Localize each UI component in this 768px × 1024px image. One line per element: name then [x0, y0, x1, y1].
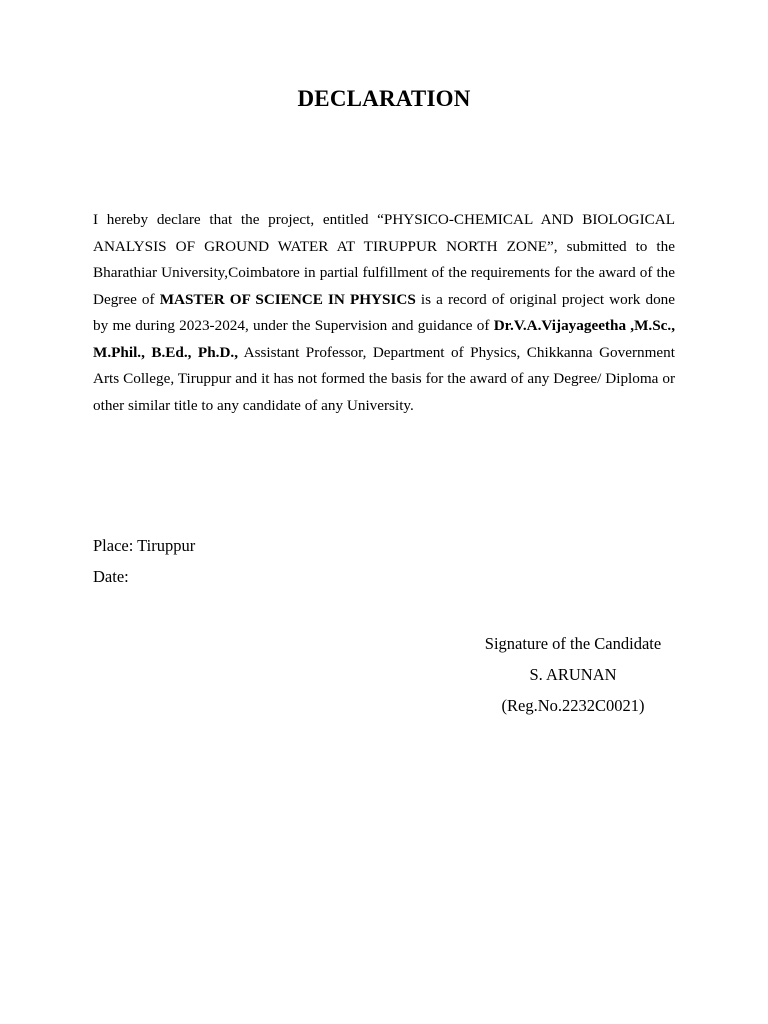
- candidate-name: S. ARUNAN: [529, 665, 617, 684]
- signature-block: [460, 628, 686, 721]
- date-line: Date:: [93, 567, 129, 586]
- degree-name: MASTER OF SCIENCE IN PHYSICS: [159, 290, 416, 308]
- declaration-text-part-1: I hereby declare that the project, entitled “PHYSICO-CHEMICAL AND BIOLOGICAL ANALYSIS OF GROUND WATER AT TIRUPPUR NORTH ZONE”, submitted to the Bharathiar University,Coimbatore in partial fulfillment of the requirements for the award of the Degree of: [93, 211, 675, 308]
- registration-number: (Reg.No.2232C0021): [501, 696, 645, 715]
- signature-label: Signature of the Candidate: [484, 634, 662, 653]
- declaration-text-part-2: is a record of original project work done by me during 2023-2024, under the Supervision and guidance of: [93, 290, 675, 334]
- guide-name: Dr.V.A.Vijayageetha ,M.Sc., M.Phil., B.Ed., Ph.D.,: [93, 317, 676, 361]
- page-title: DECLARATION: [297, 86, 471, 111]
- place-line: Place: Tiruppur: [93, 536, 196, 555]
- declaration-paragraph: [93, 207, 675, 419]
- declaration-text-part-3: Assistant Professor, Department of Physics, Chikkanna Government Arts College, Tiruppur and it has not formed the basis for the award of any Degree/ Diploma or other similar title to any candidate of any University.: [93, 343, 675, 414]
